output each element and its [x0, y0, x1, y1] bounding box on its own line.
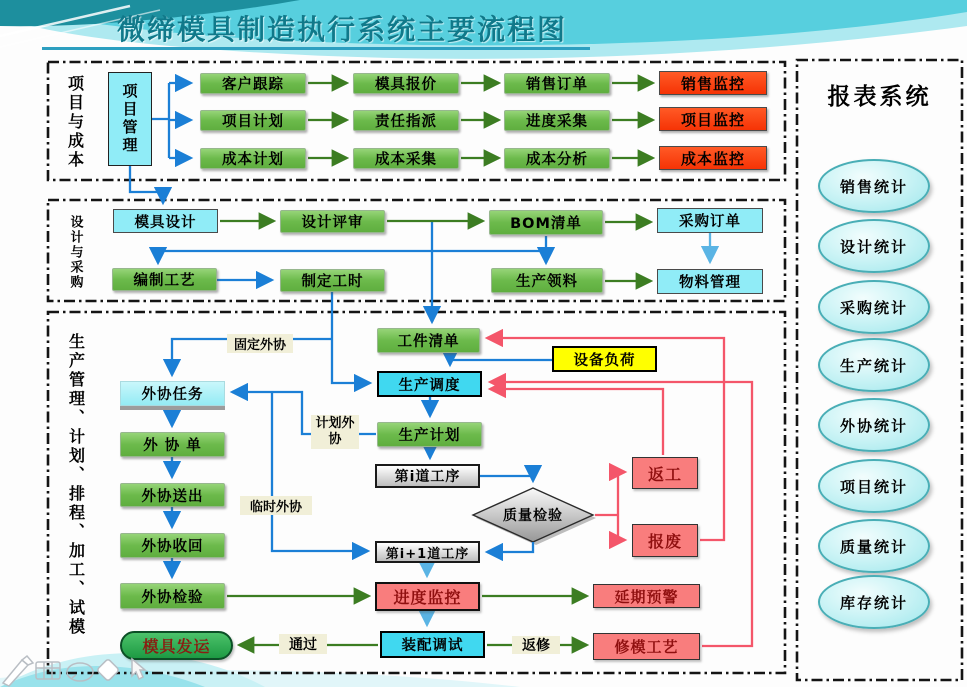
node-outsourcing-send: 外协送出	[120, 483, 225, 507]
ellipse-doodle-icon	[67, 663, 93, 681]
node-sales-monitor: 销售监控	[659, 71, 767, 95]
tag-planned-outsourcing: 计划外协	[311, 415, 359, 449]
pencil-icon	[3, 660, 28, 686]
node-outsourcing-inspect: 外协检验	[120, 583, 225, 609]
node-scrap: 报废	[632, 524, 698, 557]
node-rework: 返工	[632, 457, 698, 489]
node-process-i: 第i道工序	[375, 464, 480, 488]
node-production-dispatch: 生产调度	[377, 371, 482, 397]
section-label-design-purchase: 设计与采购	[67, 214, 83, 290]
node-outsourcing-order: 外 协 单	[120, 432, 225, 457]
node-project-plan: 项目计划	[200, 110, 306, 131]
node-cost-collect: 成本采集	[353, 148, 459, 169]
tag-fixed-outsourcing: 固定外协	[227, 334, 293, 353]
node-assembly-debug: 装配调试	[380, 631, 485, 658]
node-equipment-load: 设备负荷	[552, 346, 657, 372]
node-material-mgmt: 物料管理	[657, 269, 763, 294]
node-outsourcing-task: 外协任务	[120, 381, 225, 406]
node-progress-collect: 进度采集	[504, 110, 610, 131]
node-material-requisition: 生产领料	[491, 268, 603, 293]
node-bom-list: BOM清单	[489, 210, 603, 235]
node-cost-monitor: 成本监控	[659, 146, 767, 170]
node-quality-check: 质量检验	[503, 508, 563, 524]
report-panel-title: 报表系统	[827, 84, 932, 110]
node-process-i-plus1: 第i+1道工序	[375, 541, 480, 563]
section-label-project-cost: 项目与成本	[65, 74, 85, 170]
node-work-hours: 制定工时	[280, 269, 385, 292]
node-process-design: 编制工艺	[112, 268, 217, 291]
eraser-icon	[97, 659, 120, 682]
node-task-assign: 责任指派	[353, 110, 459, 131]
node-cost-analysis: 成本分析	[504, 148, 610, 169]
report-item-sales: 销售统计	[818, 159, 930, 213]
node-delay-warning: 延期预警	[593, 584, 700, 608]
node-sales-order: 销售订单	[504, 73, 610, 94]
tag-temp-outsourcing: 临时外协	[240, 496, 312, 515]
page-title: 微缔模具制造执行系统主要流程图	[116, 13, 567, 46]
report-item-design: 设计统计	[818, 219, 930, 273]
report-item-project: 项目统计	[818, 459, 930, 513]
node-purchase-order: 采购订单	[657, 208, 763, 233]
node-project-monitor: 项目监控	[659, 107, 767, 131]
node-mold-quote: 模具报价	[353, 73, 459, 94]
report-item-outsourcing: 外协统计	[818, 398, 930, 452]
node-design-review: 设计评审	[280, 210, 385, 233]
grid-icon	[36, 662, 60, 679]
annotation-doodles	[0, 645, 160, 687]
node-outsourcing-return: 外协收回	[120, 533, 225, 558]
report-item-purchase: 采购统计	[818, 280, 930, 334]
node-customer-tracking: 客户跟踪	[200, 73, 306, 94]
tag-pass: 通过	[279, 634, 327, 654]
cursor-icon	[132, 659, 145, 679]
node-progress-monitor: 进度监控	[375, 582, 480, 611]
tag-repair: 返修	[512, 636, 560, 654]
node-cost-plan: 成本计划	[200, 148, 306, 169]
node-mold-design: 模具设计	[113, 209, 218, 233]
node-production-plan: 生产计划	[377, 422, 482, 447]
section-label-production: 生产管理、计划、排程、加工、试模	[66, 333, 86, 637]
node-project-mgmt: 项目管理	[108, 72, 152, 166]
node-workpiece-list: 工件清单	[377, 328, 480, 353]
report-item-production: 生产统计	[818, 338, 930, 392]
node-mold-delivery: 模具发运	[120, 631, 233, 660]
report-item-quality: 质量统计	[818, 519, 930, 573]
report-item-inventory: 库存统计	[818, 575, 930, 629]
ellipse-tail	[72, 675, 76, 678]
node-mold-repair: 修模工艺	[593, 633, 700, 660]
title-underline	[42, 47, 590, 50]
